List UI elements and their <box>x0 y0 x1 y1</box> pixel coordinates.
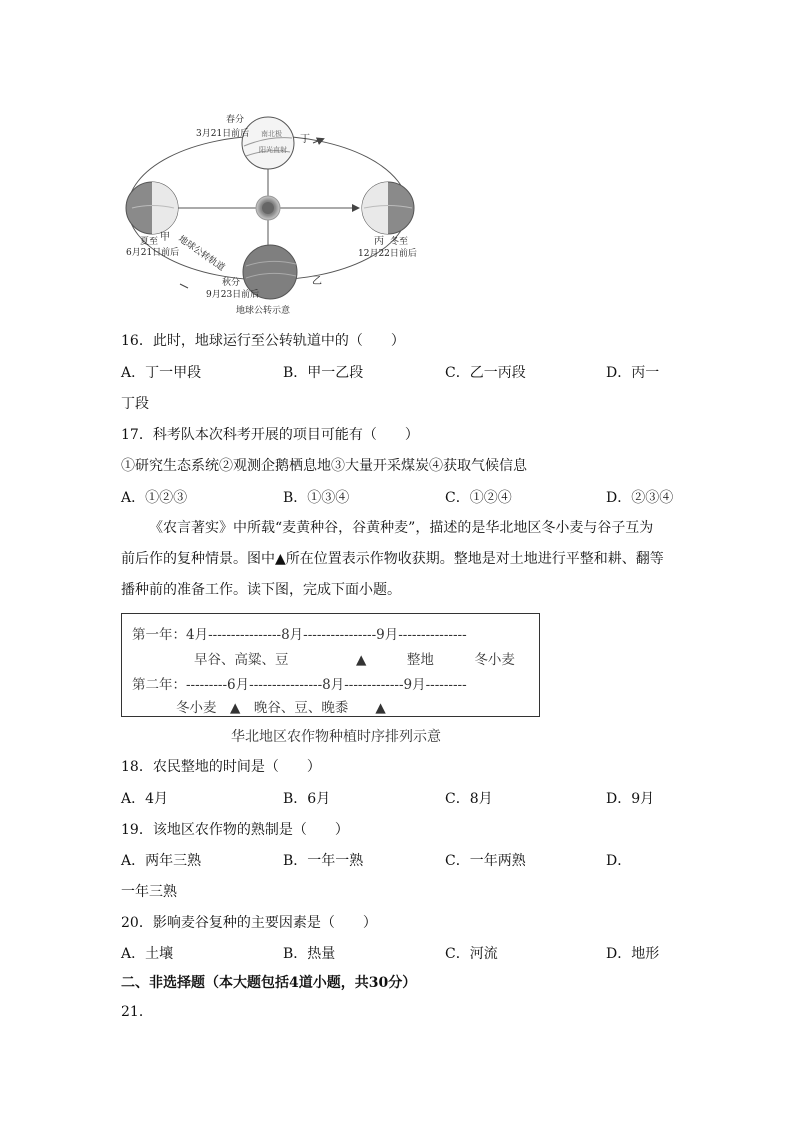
q20-option-c[interactable]: C．河流 <box>445 946 498 962</box>
q18-option-a[interactable]: A．4月 <box>121 791 169 807</box>
q17-option-c[interactable]: C．①②④ <box>445 490 512 506</box>
q19-option-b[interactable]: B．一年一熟 <box>283 853 364 869</box>
q18-option-d[interactable]: D．9月 <box>606 791 655 807</box>
q16-option-d[interactable]: D．丙一 <box>606 365 660 381</box>
q16-option-b[interactable]: B．甲一乙段 <box>283 365 364 381</box>
q16-option-d-cont: 丁段 <box>121 396 149 412</box>
schedule-row-4: 冬小麦 ▲ 晚谷、豆、晚黍 ▲ <box>176 700 386 716</box>
q19-option-a[interactable]: A．两年三熟 <box>121 853 202 869</box>
q16-option-a[interactable]: A．丁一甲段 <box>121 365 202 381</box>
q18-option-b[interactable]: B．6月 <box>283 791 331 807</box>
q20-option-a[interactable]: A．土壤 <box>121 946 174 962</box>
schedule-caption: 华北地区农作物种植时序排列示意 <box>231 729 441 745</box>
q17-option-b[interactable]: B．①③④ <box>283 490 350 506</box>
q20-option-b[interactable]: B．热量 <box>283 946 336 962</box>
svg-text:9月23日前后: 9月23日前后 <box>206 290 260 300</box>
svg-text:丙: 丙 <box>374 236 384 247</box>
q19-option-d[interactable]: D． <box>606 853 632 869</box>
svg-text:甲: 甲 <box>160 232 170 243</box>
svg-text:地球公转轨道: 地球公转轨道 <box>176 234 227 274</box>
q20-option-d[interactable]: D．地形 <box>606 946 660 962</box>
section-2-heading: 二、非选择题（本大题包括4道小题，共30分） <box>121 975 417 991</box>
schedule-row-1: 第一年：4月----------------8月----------------9月--------------- <box>132 627 467 643</box>
earth-revolution-diagram <box>118 108 428 318</box>
q19-option-c[interactable]: C．一年两熟 <box>445 853 526 869</box>
svg-text:乙: 乙 <box>312 276 322 287</box>
question-19-stem: 19．该地区农作物的熟制是（ ） <box>121 822 349 838</box>
svg-text:12月22日前后: 12月22日前后 <box>358 249 417 259</box>
q19-option-d-cont: 一年三熟 <box>121 884 177 900</box>
q17-option-d[interactable]: D．②③④ <box>606 490 674 506</box>
question-21-number: 21． <box>121 1004 153 1020</box>
svg-text:地球公转示意: 地球公转示意 <box>236 306 291 316</box>
svg-text:南北极: 南北极 <box>261 130 282 138</box>
earth-summer <box>126 182 178 234</box>
passage-line-2: 前后作的复种情景。图中▲所在位置表示作物收获期。整地是对土地进行平整和耕、翻等 <box>121 551 664 567</box>
question-20-stem: 20．影响麦谷复种的主要因素是（ ） <box>121 915 377 931</box>
question-18-stem: 18．农民整地的时间是（ ） <box>121 759 321 775</box>
svg-text:阳光直射: 阳光直射 <box>259 146 287 154</box>
earth-winter <box>362 182 414 234</box>
schedule-row-3: 第二年：---------6月----------------8月-------------9月--------- <box>132 677 467 693</box>
schedule-row-2: 早谷、高粱、豆 ▲ 整地 冬小麦 <box>194 652 515 668</box>
svg-text:春分: 春分 <box>226 115 245 125</box>
svg-text:冬至: 冬至 <box>390 237 409 247</box>
passage-line-3: 播种前的准备工作。读下图，完成下面小题。 <box>121 582 401 598</box>
passage-line-1: 《农言著实》中所载“麦黄种谷，谷黄种麦”，描述的是华北地区冬小麦与谷子互为 <box>149 520 654 536</box>
svg-text:秋分: 秋分 <box>222 278 241 288</box>
svg-text:6月21日前后: 6月21日前后 <box>126 248 180 258</box>
q17-option-a[interactable]: A．①②③ <box>121 490 188 506</box>
svg-text:夏至: 夏至 <box>140 237 159 247</box>
q16-option-c[interactable]: C．乙一丙段 <box>445 365 526 381</box>
question-17-items: ①研究生态系统②观测企鹅栖息地③大量开采煤炭④获取气候信息 <box>121 458 527 474</box>
question-17-stem: 17．科考队本次科考开展的项目可能有（ ） <box>121 427 419 443</box>
svg-text:丁: 丁 <box>300 134 310 145</box>
svg-text:3月21日前后: 3月21日前后 <box>196 129 250 139</box>
question-16-stem: 16．此时，地球运行至公转轨道中的（ ） <box>121 333 405 349</box>
crop-schedule-box <box>121 613 540 717</box>
earth-spring <box>242 117 294 169</box>
q18-option-c[interactable]: C．8月 <box>445 791 493 807</box>
